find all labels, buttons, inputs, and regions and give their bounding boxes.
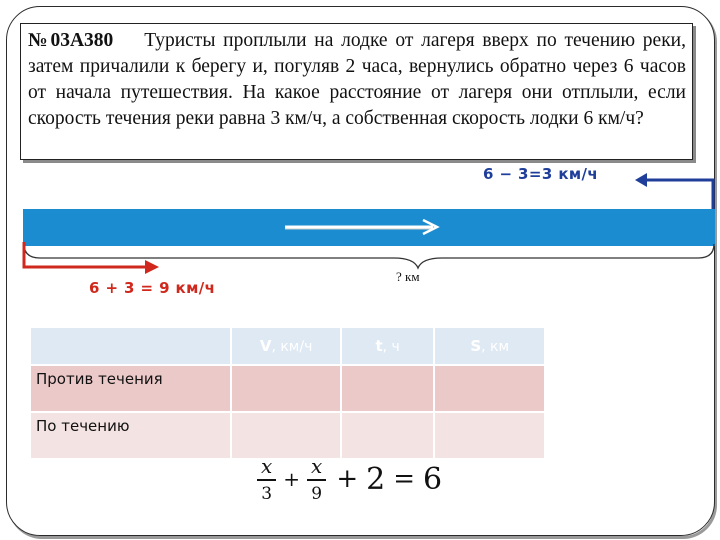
table-header-row	[30, 327, 545, 365]
table-row	[30, 365, 545, 412]
table-cell	[231, 365, 341, 412]
equation	[255, 456, 442, 503]
upstream-speed-label: 6 − 3=3 км/ч	[483, 165, 599, 183]
fraction-x-over-9: $\frac{x}{9}$	[307, 456, 326, 503]
table-row	[30, 412, 545, 459]
equation-term: 2	[366, 461, 386, 497]
fraction-x-over-3: $\frac{x}{3}$	[257, 456, 276, 503]
plus-sign: +	[336, 464, 359, 495]
table-cell	[434, 412, 545, 459]
downstream-speed-label: 6 + 3 = 9 км/ч	[89, 279, 216, 297]
problem-statement	[20, 23, 693, 160]
table-header-empty	[30, 327, 231, 365]
current-direction-arrow-icon	[280, 218, 450, 236]
row-label-upstream: Против течения	[30, 365, 231, 412]
table-header-speed: V, км/ч	[231, 327, 341, 365]
equals-sign: =	[393, 464, 416, 495]
distance-label: ? км	[396, 269, 420, 284]
equation-result: 6	[423, 461, 443, 497]
table-header-distance: S, км	[434, 327, 545, 365]
table-header-time: t, ч	[341, 327, 435, 365]
problem-number: №03А380	[28, 30, 114, 51]
table-cell	[231, 412, 341, 459]
motion-table	[29, 326, 546, 460]
problem-text: Туристы проплыли на лодке от лагеря вверх по течению реки, затем причалили к берегу и, погуляв 2 часа, вернулись обратно через 6 часов от начала путешествия. На какое расстояние от лагеря они отплыли, если скорость течения реки равна 3 км/ч, а собственная скорость лодки 6 км/ч?	[28, 30, 686, 129]
table-cell	[341, 365, 435, 412]
plus-sign: +	[283, 467, 301, 492]
table-cell	[341, 412, 435, 459]
downstream-arrow-icon	[17, 240, 167, 280]
table-cell	[434, 365, 545, 412]
row-label-downstream: По течению	[30, 412, 231, 459]
